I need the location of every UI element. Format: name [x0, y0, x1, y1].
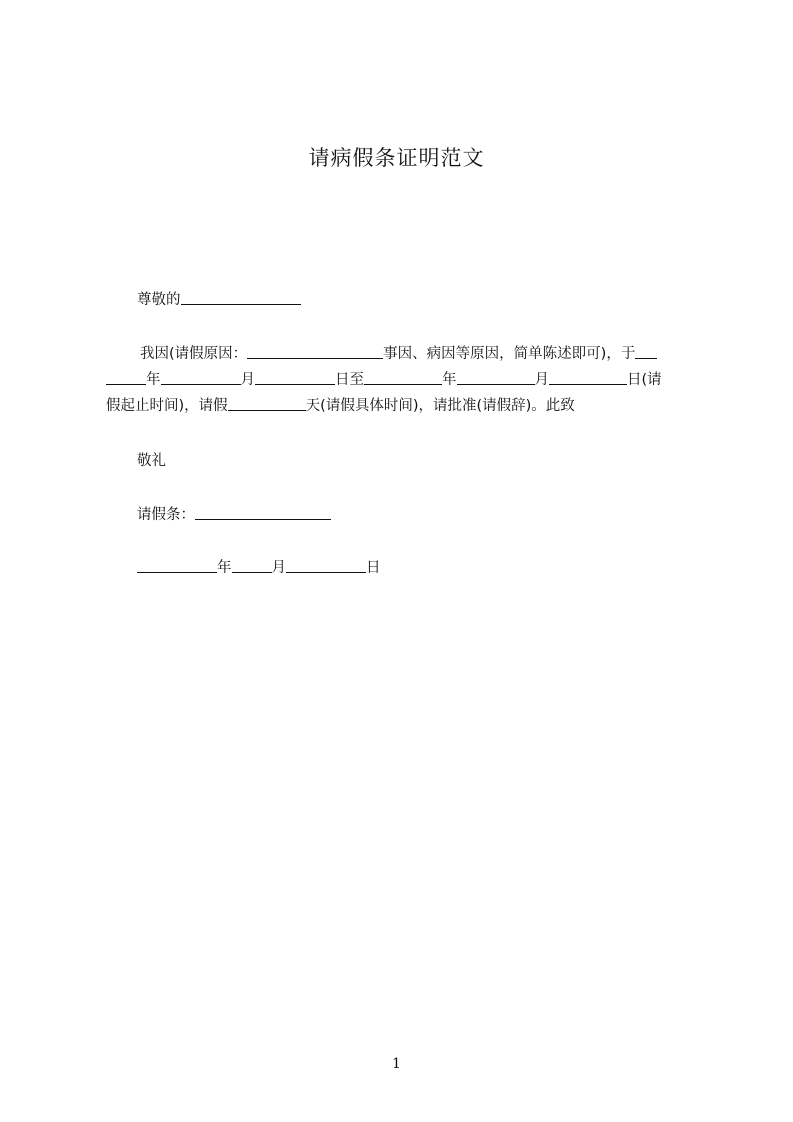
signature-blank — [195, 504, 331, 520]
end-month-blank — [457, 369, 535, 385]
recipient-blank — [181, 289, 301, 305]
body-row-3 — [106, 393, 706, 419]
reason-blank — [247, 343, 383, 359]
salutation-text: 尊敬的 — [137, 292, 181, 308]
start-year-label: 年 — [146, 372, 161, 388]
closing-line: 敬礼 — [137, 453, 166, 469]
body-row-1 — [106, 341, 706, 367]
duration-suffix: 天(请假具体时间)，请批准(请假辞)。此致 — [305, 398, 575, 414]
duration-prefix: 假起止时间)，请假 — [106, 398, 228, 414]
start-month-label: 月 — [240, 372, 255, 388]
date-year-label: 年 — [217, 560, 232, 576]
signature-line — [137, 502, 331, 528]
reason-prefix: 我因(请假原因： — [140, 346, 248, 362]
end-year-label: 年 — [442, 372, 457, 388]
date-line — [137, 555, 381, 581]
start-day-to-label: 日至 — [335, 372, 364, 388]
reason-suffix: 事因、病因等原因，简单陈述即可)，于 — [383, 346, 636, 362]
body-paragraph — [106, 341, 706, 419]
date-day-label: 日 — [366, 560, 381, 576]
end-year-blank — [364, 369, 442, 385]
start-year-blank-part1 — [635, 343, 657, 359]
signature-label: 请假条： — [137, 507, 195, 523]
start-year-blank-part2 — [106, 369, 146, 385]
date-month-blank — [232, 557, 272, 573]
date-year-blank — [137, 557, 217, 573]
duration-blank — [228, 395, 306, 411]
document-title: 请病假条证明范文 — [308, 146, 485, 170]
start-day-blank — [255, 369, 335, 385]
end-month-label: 月 — [534, 372, 549, 388]
start-month-blank — [161, 369, 241, 385]
page-number: 1 — [392, 1056, 401, 1072]
salutation-line — [137, 287, 301, 313]
end-day-label: 日(请 — [627, 372, 662, 388]
date-day-blank — [286, 557, 366, 573]
date-month-label: 月 — [271, 560, 286, 576]
end-day-blank — [549, 369, 627, 385]
body-row-2 — [106, 367, 706, 393]
